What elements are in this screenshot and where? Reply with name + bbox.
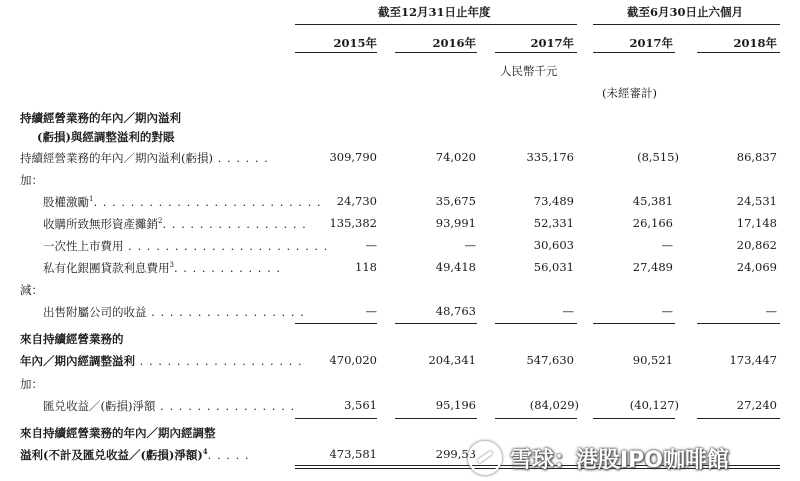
listing-expense-label: 一次性上市費用 [43,239,124,253]
row-profit [20,150,269,166]
year-rule-2015 [295,52,377,53]
subtotal2-rule-2017 [495,418,577,419]
header-group-year-end: 截至12月31日止年度 [378,5,491,19]
year-header-2017-h1: 2017年 [629,36,673,50]
interest-2018-h1: 24,069 [736,260,777,274]
listing-2017: 30,603 [533,238,574,252]
adjusted-2017-h1: 90,521 [632,353,673,367]
profit-2017: 335,176 [526,150,574,164]
share-incentive-2018-h1: 24,531 [736,194,777,208]
watermark-text: 雪球：港股IPO咖啡館 [510,447,730,473]
row-add-1: 加： [20,173,43,187]
year-header-2015: 2015年 [333,36,377,50]
header-rule-group1 [295,24,577,25]
year-header-2018-h1: 2018年 [733,36,777,50]
fx-label: 匯兑收益／(虧損)淨額 [43,399,156,413]
row-adjusted-profit [20,353,303,369]
fx-2017: (84,029) [529,398,579,412]
unaudited-note: (未經審計) [602,86,657,100]
disposal-2016: 48,763 [435,304,476,318]
amortization-2017-h1: 26,166 [632,216,673,230]
disposal-2017: — [562,304,574,318]
footnote-ref: 4 [202,447,208,457]
adjusted-profit-label: 年內／期內經調整溢利 [20,354,135,368]
watermark [468,438,793,478]
subtotal2-rule-2016 [395,418,477,419]
fx-2016: 95,196 [435,398,476,412]
loan-interest-label: 私有化銀團貸款利息費用 [43,261,170,275]
amortization-2015: 135,382 [329,216,377,230]
share-incentive-2016: 35,675 [435,194,476,208]
year-rule-2017-h1 [593,52,675,53]
final-2016: 299,53 [435,447,476,461]
amortization-2016: 93,991 [435,216,476,230]
section-title-line2: (虧損)與經調整溢利的對賬 [37,130,175,144]
listing-2017-h1: — [661,238,673,252]
currency-unit: 人民幣千元 [500,64,558,78]
disposal-2015: — [365,304,377,318]
profit-2015: 309,790 [329,150,377,164]
row-share-incentive [43,194,322,210]
listing-2018-h1: 20,862 [736,238,777,252]
subtotal2-rule-2015 [295,418,377,419]
leader-dots: . . . . . . [212,151,269,165]
leader-dots: . . . . . . . . . . . . . . . . . . . . . . . . . [93,195,322,209]
leader-dots: . . . . . . . . . . . . . . . . [162,217,307,231]
subtotal-rule-2016 [395,323,477,324]
disposal-2017-h1: — [661,304,673,318]
disposal-2018-h1: — [765,304,777,318]
amortization-2018-h1: 17,148 [736,216,777,230]
header-rule-group2 [593,24,780,25]
row-profit-label: 持續經營業務的年內／期內溢利(虧損) [20,151,213,165]
adjusted-profit-title: 來自持續經營業務的 [20,332,124,346]
adjusted-2017: 547,630 [526,353,574,367]
section-title-line1: 持續經營業務的年內／期內溢利 [20,111,181,125]
interest-2015: 118 [355,260,377,274]
interest-2017-h1: 27,489 [632,260,673,274]
row-add-2: 加： [20,377,43,391]
amortization-2017: 52,331 [533,216,574,230]
adjusted-2015: 470,020 [329,353,377,367]
footnote-ref: 2 [158,217,163,226]
final-title: 來自持續經營業務的年內／期內經調整 [20,426,216,440]
leader-dots: . . . . . . . . . . . . . . . . . . [135,354,303,368]
disposal-gain-label: 出售附屬公司的收益 [43,305,147,319]
row-less: 減： [20,283,43,297]
fx-2015: 3,561 [344,398,377,412]
subtotal-rule-2018-h1 [697,323,780,324]
final-2015: 473,581 [329,447,377,461]
row-amortization [43,216,307,232]
year-rule-2018-h1 [697,52,780,53]
row-disposal-gain [43,304,305,320]
subtotal-rule-2015 [295,323,377,324]
snowball-logo-icon [468,441,502,475]
fx-2017-h1: (40,127) [629,398,679,412]
adjusted-2016: 204,341 [428,353,476,367]
subtotal-rule-2017 [495,323,577,324]
leader-dots: . . . . . . . . . . . . . . . [155,399,296,413]
interest-2017: 56,031 [533,260,574,274]
listing-2015: — [365,238,377,252]
profit-2017-h1: (8,515) [637,150,679,164]
leader-dots: . . . . . . . . . . . . . . . . . . . . . . [123,239,329,253]
leader-dots: . . . . . [207,448,250,462]
subtotal2-rule-2018-h1 [697,418,780,419]
share-incentive-2017-h1: 45,381 [632,194,673,208]
year-header-2016: 2016年 [432,36,476,50]
footnote-ref: 1 [89,195,94,204]
final-label: 溢利(不計及匯兑收益／(虧損)淨額) [20,448,203,462]
interest-2016: 49,418 [435,260,476,274]
profit-2016: 74,020 [435,150,476,164]
year-rule-2016 [395,52,477,53]
amortization-label: 收購所致無形資產攤銷 [43,217,158,231]
subtotal-rule-2017-h1 [593,323,675,324]
row-final-adjusted [20,447,250,463]
listing-2016: — [464,238,476,252]
leader-dots: . . . . . . . . . . . . [173,261,282,275]
year-rule-2017 [495,52,577,53]
row-fx-gain-loss [43,398,295,414]
header-group-six-months: 截至6月30日止六個月 [627,5,744,19]
adjusted-2018-h1: 173,447 [729,353,777,367]
fx-2018-h1: 27,240 [736,398,777,412]
row-loan-interest [43,260,281,276]
share-incentive-2015: 24,730 [336,194,377,208]
leader-dots: . . . . . . . . . . . . . . . . . [146,305,305,319]
profit-2018-h1: 86,837 [736,150,777,164]
row-listing-expense [43,238,328,254]
share-incentive-label: 股權激勵 [43,195,89,209]
subtotal2-rule-2017-h1 [593,418,675,419]
share-incentive-2017: 73,489 [533,194,574,208]
footnote-ref: 3 [169,261,174,270]
year-header-2017: 2017年 [530,36,574,50]
